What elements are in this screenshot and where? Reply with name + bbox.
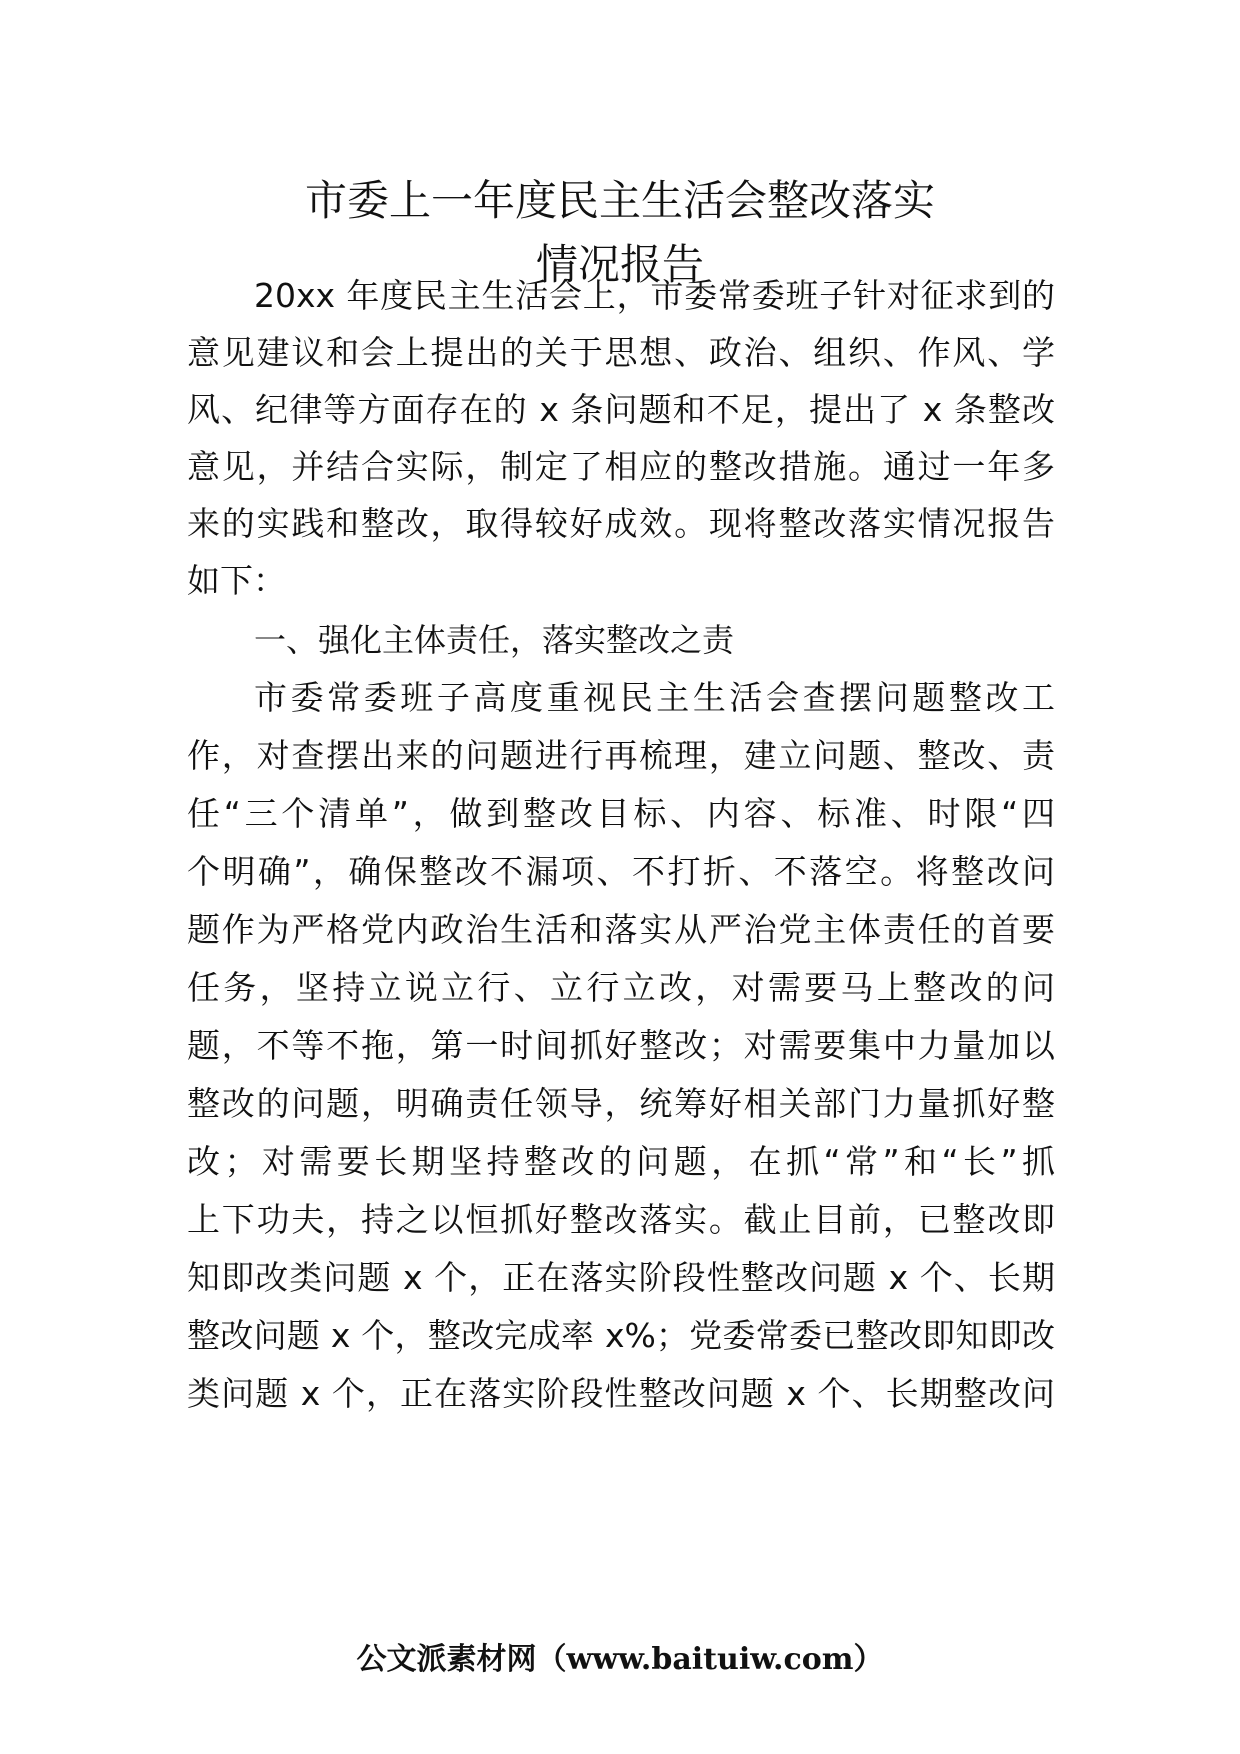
paragraph-line: 来的实践和整改，取得较好成效。现将整改落实情况报告	[187, 504, 1055, 543]
paragraph-line: 个明确”，确保整改不漏项、不打折、不落空。将整改问	[187, 852, 1055, 891]
footer-source: 公文派素材网（www.baituiw.com）	[356, 1642, 884, 1677]
paragraph-line: 20xx 年度民主生活会上，市委常委班子针对征求到的	[254, 276, 1055, 315]
paragraph-line: 整改问题 x 个，整改完成率 x%；党委常委已整改即知即改	[187, 1316, 1055, 1355]
paragraph-line: 任“三个清单”，做到整改目标、内容、标准、时限“四	[187, 794, 1055, 833]
paragraph-line: 题作为严格党内政治生活和落实从严治党主体责任的首要	[187, 910, 1055, 949]
paragraph-line: 意见建议和会上提出的关于思想、政治、组织、作风、学	[187, 333, 1055, 372]
paragraph-line: 整改的问题，明确责任领导，统筹好相关部门力量抓好整	[187, 1084, 1055, 1123]
document-title-line-2: 情况报告	[535, 240, 704, 289]
paragraph-line: 如下：	[187, 561, 286, 600]
paragraph-line: 上下功夫，持之以恒抓好整改落实。截止目前，已整改即	[187, 1200, 1055, 1239]
paragraph-line: 风、纪律等方面存在的 x 条问题和不足，提出了 x 条整改	[187, 390, 1055, 429]
paragraph-line: 市委常委班子高度重视民主生活会查摆问题整改工	[254, 678, 1055, 717]
document-title-line-1: 市委上一年度民主生活会整改落实	[304, 176, 935, 225]
section-heading: 一、强化主体责任，落实整改之责	[254, 621, 735, 659]
paragraph-line: 题，不等不拖，第一时间抓好整改；对需要集中力量加以	[187, 1026, 1055, 1065]
paragraph-line: 知即改类问题 x 个，正在落实阶段性整改问题 x 个、长期	[187, 1258, 1055, 1297]
paragraph-line: 意见，并结合实际，制定了相应的整改措施。通过一年多	[187, 447, 1055, 486]
paragraph-line: 类问题 x 个，正在落实阶段性整改问题 x 个、长期整改问	[187, 1374, 1055, 1413]
paragraph-line: 改；对需要长期坚持整改的问题，在抓“常”和“长”抓	[187, 1142, 1055, 1181]
paragraph-line: 任务，坚持立说立行、立行立改，对需要马上整改的问	[187, 968, 1055, 1007]
paragraph-line: 作，对查摆出来的问题进行再梳理，建立问题、整改、责	[187, 736, 1055, 775]
